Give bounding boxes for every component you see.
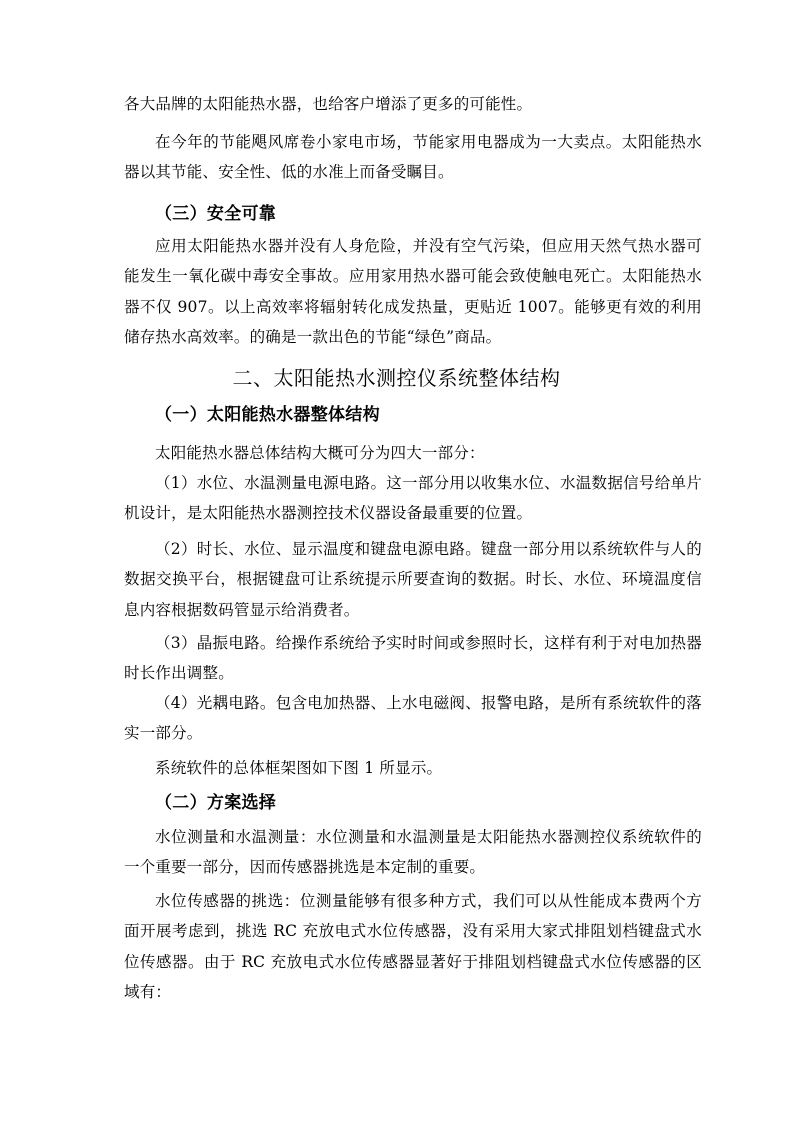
paragraph-sensor: 水位传感器的挑选：位测量能够有很多种方式，我们可以从性能成本费两个方面开展考虑到，挑选 RC 充放电式水位传感器，没有采用大家式排阻划档键盘式水位传感器。由于 RC 充放电式水位传感器显著好于排阻划档键盘式水位传感器的区域有：	[124, 892, 702, 1002]
paragraph-item-3: （3）晶振电路。给操作系统给予实时时间或参照时长，这样有利于对电加热器时长作出调整。	[124, 634, 702, 683]
paragraph-framework: 系统软件的总体框架图如下图 1 所显示。	[155, 759, 443, 777]
heading-chapter-2: 二、太阳能热水测控仪系统整体结构	[232, 366, 561, 390]
paragraph-intro-tail: 各大品牌的太阳能热水器，也给客户增添了更多的可能性。	[124, 95, 533, 113]
paragraph-item-1: （1）水位、水温测量电源电路。这一部分用以收集水位、水温数据信号给单片机设计，是太阳能热水器测控技术仪器设备最重要的位置。	[124, 474, 702, 523]
paragraph-item-2: （2）时长、水位、显示温度和键盘电源电路。键盘一部分用以系统软件与人的数据交换平台，根据键盘可让系统提示所要查询的数据。时长、水位、环境温度信息内容根据数码管显示给消费者。	[124, 540, 702, 619]
paragraph-measure: 水位测量和水温测量：水位测量和水温测量是太阳能热水器测控仪系统软件的一个重要一部分，因而传感器挑选是本定制的重要。	[124, 828, 702, 877]
heading-scheme: （二）方案选择	[155, 793, 277, 813]
heading-overall-structure: （一）太阳能热水器整体结构	[155, 405, 380, 425]
paragraph-market: 在今年的节能飓风席卷小家电市场，节能家用电器成为一大卖点。太阳能热水器以其节能、安全性、低的水准上而备受瞩目。	[124, 133, 702, 182]
paragraph-safety: 应用太阳能热水器并没有人身危险，并没有空气污染，但应用天然气热水器可能发生一氧化碳中毒安全事故。应用家用热水器可能会致使触电死亡。太阳能热水器不仅 907。以上高效率将辐射转化成发热量，更贴近 1007。能够更有效的利用储存热水高效率。的确是一款出色的节能“绿色”商品。	[124, 237, 702, 347]
paragraph-overall: 太阳能热水器总体结构大概可分为四大一部分：	[155, 444, 485, 462]
heading-safety: （三）安全可靠	[155, 204, 277, 224]
paragraph-item-4: （4）光耦电路。包含电加热器、上水电磁阀、报警电路，是所有系统软件的落实一部分。	[124, 694, 702, 743]
